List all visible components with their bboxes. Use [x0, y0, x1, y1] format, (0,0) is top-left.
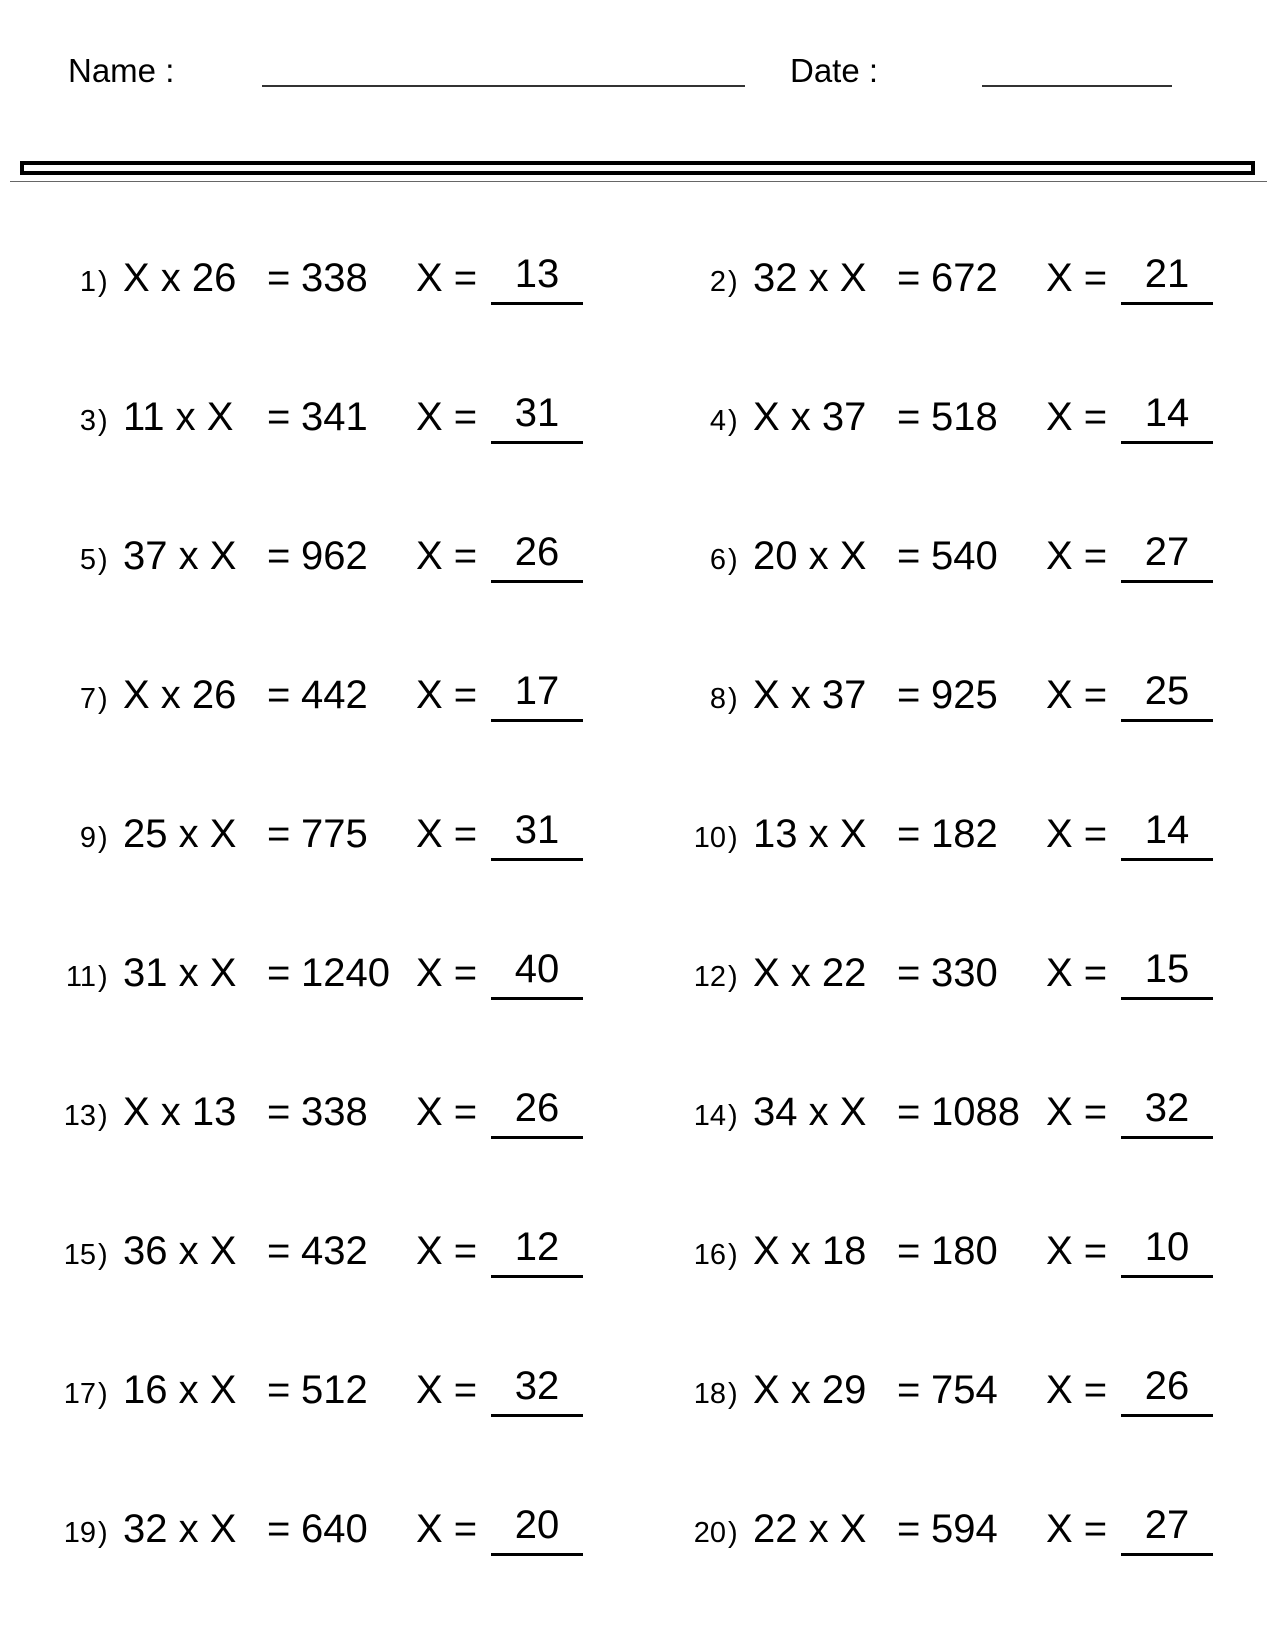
problem-number: 7 — [79, 683, 96, 715]
equals-sign: = — [267, 534, 291, 578]
equals-sign: = — [267, 395, 291, 439]
problem-result: 540 — [931, 534, 998, 578]
answer-line — [491, 858, 583, 861]
equals-sign: = — [897, 1090, 921, 1134]
answer-line — [491, 1414, 583, 1417]
problem-item — [46, 1364, 606, 1424]
problem-result: 1240 — [301, 951, 390, 995]
answer-value[interactable]: 32 — [514, 1364, 560, 1408]
answer-label: X = — [416, 395, 478, 439]
problem-result: 518 — [931, 395, 998, 439]
header-divider-thick — [20, 161, 1255, 175]
problem-number: 11 — [65, 961, 96, 993]
answer-label: X = — [1046, 1090, 1108, 1134]
problem-paren: ) — [98, 544, 108, 576]
answer-value[interactable]: 15 — [1144, 947, 1190, 991]
answer-value[interactable]: 32 — [1144, 1086, 1190, 1130]
problem-result: 338 — [301, 1090, 368, 1134]
answer-line — [491, 1275, 583, 1278]
problem-item — [676, 1225, 1236, 1285]
problem-item — [676, 391, 1236, 451]
problem-expression: X x 18 — [753, 1229, 867, 1273]
problem-item — [46, 252, 606, 312]
problem-item — [46, 669, 606, 729]
answer-line — [1121, 719, 1213, 722]
answer-label: X = — [1046, 395, 1108, 439]
answer-line — [491, 441, 583, 444]
problem-number: 1 — [79, 266, 96, 298]
answer-value[interactable]: 12 — [514, 1225, 560, 1269]
answer-line — [491, 302, 583, 305]
problem-expression: X x 37 — [753, 395, 867, 439]
problem-result: 442 — [301, 673, 368, 717]
answer-line — [491, 580, 583, 583]
problem-number: 5 — [79, 544, 96, 576]
problem-expression: 25 x X — [123, 812, 237, 856]
answer-line — [1121, 997, 1213, 1000]
answer-label: X = — [1046, 1229, 1108, 1273]
problem-number: 20 — [693, 1517, 726, 1549]
problem-paren: ) — [728, 266, 738, 298]
problem-paren: ) — [728, 1517, 738, 1549]
header-divider-thin — [10, 181, 1267, 182]
problem-expression: 32 x X — [753, 256, 867, 300]
problem-number: 6 — [709, 544, 726, 576]
answer-label: X = — [416, 951, 478, 995]
problem-item — [46, 1086, 606, 1146]
problem-expression: X x 26 — [123, 673, 237, 717]
problem-item — [676, 1086, 1236, 1146]
answer-label: X = — [1046, 951, 1108, 995]
problem-result: 640 — [301, 1507, 368, 1551]
answer-value[interactable]: 25 — [1144, 669, 1190, 713]
answer-value[interactable]: 27 — [1144, 530, 1190, 574]
answer-label: X = — [416, 1229, 478, 1273]
answer-value[interactable]: 13 — [514, 252, 560, 296]
problem-number: 8 — [709, 683, 726, 715]
answer-line — [1121, 1136, 1213, 1139]
problem-item — [46, 808, 606, 868]
equals-sign: = — [897, 812, 921, 856]
answer-value[interactable]: 31 — [514, 391, 560, 435]
answer-value[interactable]: 20 — [514, 1503, 560, 1547]
problem-paren: ) — [728, 1378, 738, 1410]
problem-item — [676, 808, 1236, 868]
problem-result: 180 — [931, 1229, 998, 1273]
date-field-line[interactable] — [982, 85, 1172, 87]
answer-value[interactable]: 21 — [1144, 252, 1190, 296]
problem-paren: ) — [98, 405, 108, 437]
answer-line — [491, 1136, 583, 1139]
problem-expression: X x 37 — [753, 673, 867, 717]
problem-expression: X x 26 — [123, 256, 237, 300]
problem-expression: 34 x X — [753, 1090, 867, 1134]
answer-label: X = — [416, 1368, 478, 1412]
answer-label: X = — [1046, 1368, 1108, 1412]
problem-expression: X x 29 — [753, 1368, 867, 1412]
problem-item — [676, 1364, 1236, 1424]
problem-paren: ) — [98, 1517, 108, 1549]
answer-line — [1121, 441, 1213, 444]
problem-result: 338 — [301, 256, 368, 300]
answer-value[interactable]: 26 — [1144, 1364, 1190, 1408]
answer-line — [491, 719, 583, 722]
equals-sign: = — [267, 673, 291, 717]
answer-line — [1121, 580, 1213, 583]
problem-item — [46, 1503, 606, 1563]
problem-result: 341 — [301, 395, 368, 439]
problem-expression: 37 x X — [123, 534, 237, 578]
problem-expression: X x 13 — [123, 1090, 237, 1134]
answer-label: X = — [416, 673, 478, 717]
equals-sign: = — [897, 395, 921, 439]
problem-result: 1088 — [931, 1090, 1020, 1134]
answer-value[interactable]: 14 — [1144, 391, 1190, 435]
problem-paren: ) — [98, 1239, 108, 1271]
problem-paren: ) — [728, 961, 738, 993]
equals-sign: = — [897, 534, 921, 578]
problem-result: 672 — [931, 256, 998, 300]
problem-paren: ) — [98, 822, 108, 854]
problem-result: 512 — [301, 1368, 368, 1412]
answer-value[interactable]: 31 — [514, 808, 560, 852]
problem-paren: ) — [728, 683, 738, 715]
answer-line — [1121, 1553, 1213, 1556]
answer-label: X = — [416, 256, 478, 300]
problem-result: 775 — [301, 812, 368, 856]
answer-value[interactable]: 10 — [1144, 1225, 1190, 1269]
problem-result: 182 — [931, 812, 998, 856]
problem-expression: 36 x X — [123, 1229, 237, 1273]
problem-result: 925 — [931, 673, 998, 717]
problem-item — [676, 1503, 1236, 1563]
equals-sign: = — [267, 951, 291, 995]
answer-value[interactable]: 17 — [514, 669, 560, 713]
problem-expression: 32 x X — [123, 1507, 237, 1551]
answer-label: X = — [416, 812, 478, 856]
problem-number: 4 — [709, 405, 726, 437]
problem-expression: X x 22 — [753, 951, 867, 995]
date-label: Date : — [790, 52, 879, 89]
name-label: Name : — [68, 52, 175, 89]
answer-label: X = — [1046, 673, 1108, 717]
equals-sign: = — [897, 951, 921, 995]
problem-paren: ) — [98, 1100, 108, 1132]
problem-paren: ) — [728, 1100, 738, 1132]
problem-result: 754 — [931, 1368, 998, 1412]
problem-item — [676, 947, 1236, 1007]
answer-label: X = — [1046, 812, 1108, 856]
answer-line — [1121, 1414, 1213, 1417]
answer-label: X = — [416, 534, 478, 578]
answer-label: X = — [1046, 534, 1108, 578]
equals-sign: = — [267, 256, 291, 300]
problem-number: 13 — [63, 1100, 96, 1132]
answer-value[interactable]: 27 — [1144, 1503, 1190, 1547]
problem-paren: ) — [728, 405, 738, 437]
problem-number: 15 — [63, 1239, 96, 1271]
equals-sign: = — [897, 1229, 921, 1273]
problem-expression: 20 x X — [753, 534, 867, 578]
answer-value[interactable]: 26 — [514, 1086, 560, 1130]
problem-item — [676, 669, 1236, 729]
problem-paren: ) — [728, 1239, 738, 1271]
problem-paren: ) — [98, 683, 108, 715]
problem-number: 9 — [79, 822, 96, 854]
problem-number: 12 — [693, 961, 726, 993]
problem-result: 594 — [931, 1507, 998, 1551]
equals-sign: = — [267, 1229, 291, 1273]
answer-value[interactable]: 26 — [514, 530, 560, 574]
answer-label: X = — [1046, 1507, 1108, 1551]
problem-number: 18 — [693, 1378, 726, 1410]
answer-line — [1121, 858, 1213, 861]
name-field-line[interactable] — [262, 85, 745, 87]
equals-sign: = — [267, 1368, 291, 1412]
problem-expression: 13 x X — [753, 812, 867, 856]
problem-item — [46, 530, 606, 590]
problem-number: 14 — [693, 1100, 726, 1132]
problem-item — [676, 530, 1236, 590]
equals-sign: = — [897, 256, 921, 300]
equals-sign: = — [267, 1090, 291, 1134]
equals-sign: = — [267, 1507, 291, 1551]
problem-expression: 16 x X — [123, 1368, 237, 1412]
equals-sign: = — [897, 1368, 921, 1412]
equals-sign: = — [897, 1507, 921, 1551]
problem-number: 3 — [79, 405, 96, 437]
answer-value[interactable]: 40 — [514, 947, 560, 991]
problem-item — [46, 1225, 606, 1285]
equals-sign: = — [897, 673, 921, 717]
problem-item — [676, 252, 1236, 312]
answer-label: X = — [416, 1507, 478, 1551]
problem-number: 19 — [63, 1517, 96, 1549]
problem-result: 432 — [301, 1229, 368, 1273]
answer-line — [491, 1553, 583, 1556]
problem-paren: ) — [728, 544, 738, 576]
problem-number: 2 — [709, 266, 726, 298]
problem-item — [46, 947, 606, 1007]
problem-number: 16 — [693, 1239, 726, 1271]
answer-line — [491, 997, 583, 1000]
problem-expression: 11 x X — [123, 395, 234, 439]
answer-label: X = — [416, 1090, 478, 1134]
answer-line — [1121, 302, 1213, 305]
problem-result: 962 — [301, 534, 368, 578]
problem-item — [46, 391, 606, 451]
equals-sign: = — [267, 812, 291, 856]
problem-expression: 31 x X — [123, 951, 237, 995]
answer-line — [1121, 1275, 1213, 1278]
problem-paren: ) — [98, 961, 108, 993]
problem-number: 17 — [63, 1378, 96, 1410]
problem-paren: ) — [98, 1378, 108, 1410]
problem-expression: 22 x X — [753, 1507, 867, 1551]
problem-number: 10 — [693, 822, 726, 854]
answer-value[interactable]: 14 — [1144, 808, 1190, 852]
answer-label: X = — [1046, 256, 1108, 300]
problem-paren: ) — [728, 822, 738, 854]
problem-paren: ) — [98, 266, 108, 298]
problem-result: 330 — [931, 951, 998, 995]
